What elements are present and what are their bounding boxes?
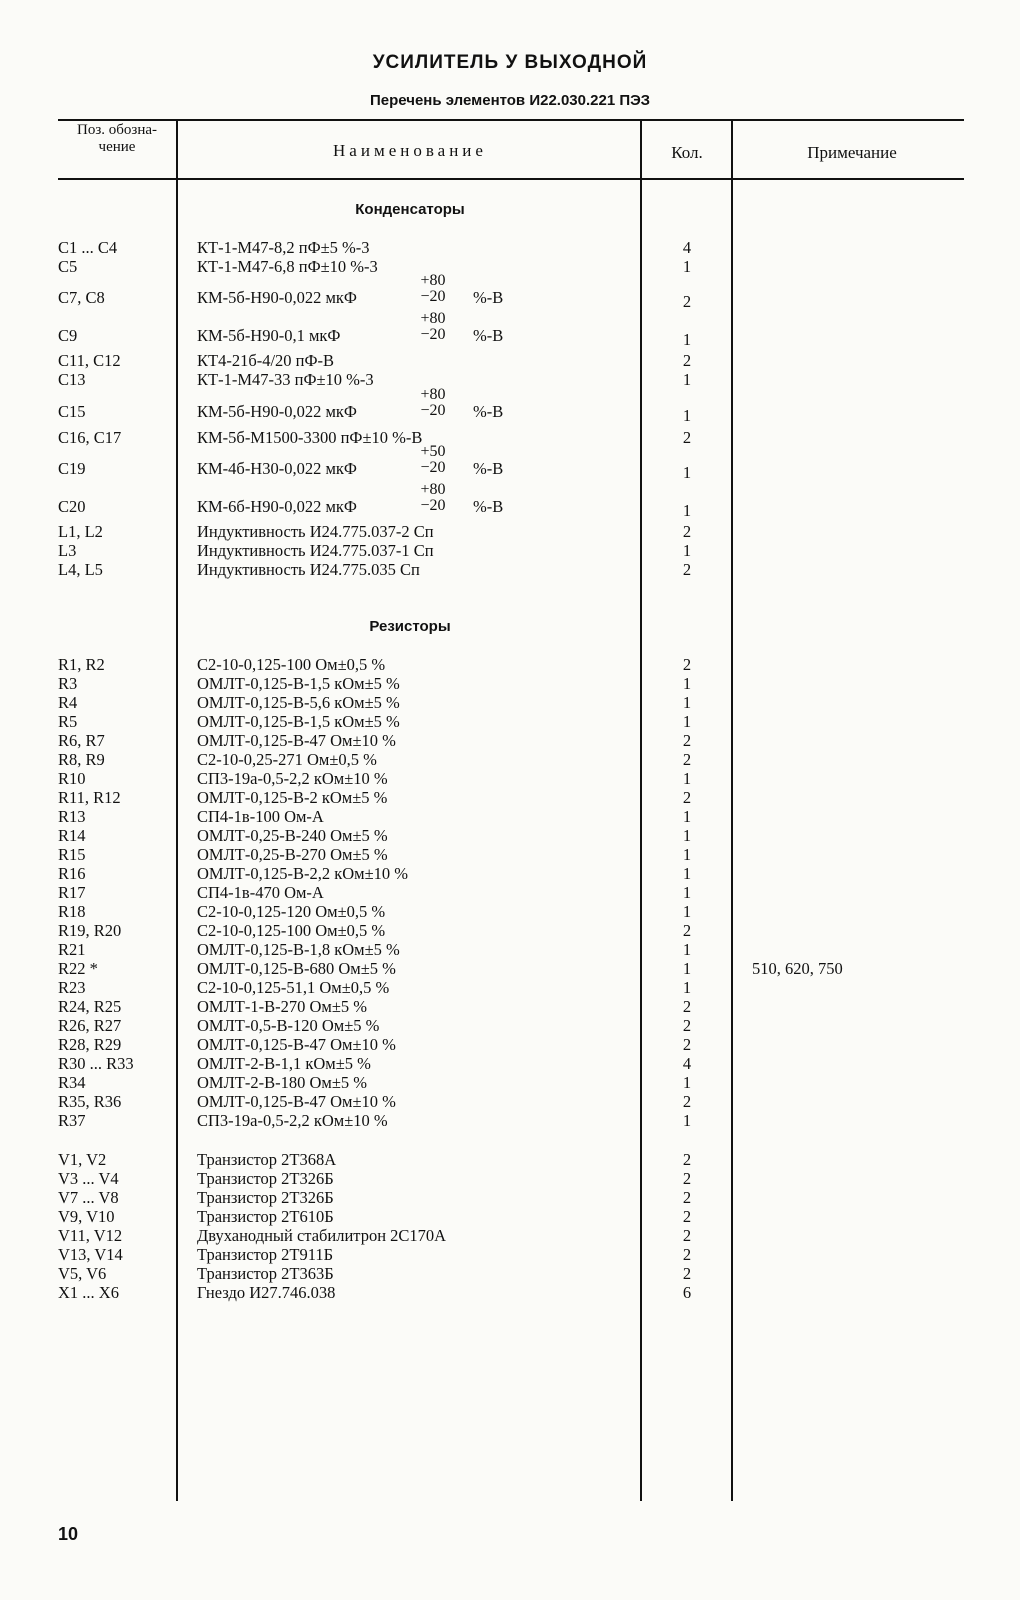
tolerance-lower: −20 (420, 402, 446, 419)
item-position: R8, R9 (58, 750, 105, 769)
item-position: V13, V14 (58, 1245, 123, 1264)
item-name: ОМЛТ-0,125-В-2 кОм±5 % (197, 788, 388, 807)
list-item (0, 1264, 1020, 1283)
item-tolerance (413, 311, 453, 343)
item-name: С2-10-0,125-100 Ом±0,5 % (197, 921, 386, 940)
item-position: V5, V6 (58, 1264, 107, 1283)
item-position: C11, C12 (58, 351, 121, 370)
item-position: C9 (58, 326, 78, 345)
tolerance-upper: +50 (420, 443, 446, 460)
item-position: R18 (58, 902, 86, 921)
item-name: ОМЛТ-0,25-В-240 Ом±5 % (197, 826, 388, 845)
item-name: ОМЛТ-0,125-В-47 Ом±10 % (197, 1035, 396, 1054)
item-quantity: 4 (682, 238, 692, 257)
item-position: R15 (58, 845, 86, 864)
list-item (0, 257, 1020, 276)
item-name: КМ-5б-Н90-0,1 мкФ (197, 326, 341, 345)
tolerance-suffix: %-В (473, 459, 504, 478)
item-position: C19 (58, 459, 86, 478)
item-position: R24, R25 (58, 997, 122, 1016)
item-name: ОМЛТ-0,125-В-1,5 кОм±5 % (197, 674, 400, 693)
item-quantity: 1 (682, 463, 692, 482)
list-item (0, 1169, 1020, 1188)
list-item (0, 443, 1020, 482)
item-name: ОМЛТ-1-В-270 Ом±5 % (197, 997, 368, 1016)
header-position: Поз. обозна- чение (77, 122, 157, 155)
list-item (0, 1226, 1020, 1245)
item-position: R13 (58, 807, 86, 826)
tolerance-suffix: %-В (473, 497, 504, 516)
item-quantity: 2 (682, 1016, 692, 1035)
section-capacitors: Конденсаторы (355, 201, 465, 218)
list-item (0, 693, 1020, 712)
item-quantity: 1 (682, 959, 692, 978)
item-position: V7 ... V8 (58, 1188, 119, 1207)
item-name: ОМЛТ-0,125-В-1,5 кОм±5 % (197, 712, 400, 731)
item-name: ОМЛТ-0,25-В-270 Ом±5 % (197, 845, 388, 864)
item-quantity: 2 (682, 1188, 692, 1207)
item-name: КТ-1-М47-33 пФ±10 %-3 (197, 370, 374, 389)
item-tolerance (413, 444, 453, 476)
tolerance-suffix: %-В (473, 402, 504, 421)
item-position: L1, L2 (58, 522, 103, 541)
tolerance-upper: +80 (420, 272, 446, 289)
list-item (0, 541, 1020, 560)
list-item (0, 1150, 1020, 1169)
item-name: Транзистор 2Т610Б (197, 1207, 334, 1226)
item-position: C1 ... C4 (58, 238, 118, 257)
item-quantity: 1 (682, 1073, 692, 1092)
item-quantity: 2 (682, 1226, 692, 1245)
list-item (0, 1283, 1020, 1302)
item-quantity: 2 (682, 921, 692, 940)
item-name: КМ-5б-М1500-3300 пФ±10 %-В (197, 428, 423, 447)
item-quantity: 2 (682, 655, 692, 674)
item-position: R6, R7 (58, 731, 105, 750)
item-name: СП4-1в-100 Ом-А (197, 807, 324, 826)
list-item (0, 807, 1020, 826)
list-item (0, 712, 1020, 731)
item-tolerance (413, 273, 453, 305)
tolerance-upper: +80 (420, 310, 446, 327)
item-name: ОМЛТ-0,125-В-47 Ом±10 % (197, 1092, 396, 1111)
list-item (0, 272, 1020, 311)
item-quantity: 2 (682, 292, 692, 311)
item-quantity: 2 (682, 750, 692, 769)
list-item (0, 845, 1020, 864)
item-quantity: 1 (682, 978, 692, 997)
item-note: 510, 620, 750 (752, 959, 843, 978)
list-item (0, 921, 1020, 940)
list-item (0, 959, 1020, 978)
item-quantity: 1 (682, 330, 692, 349)
item-quantity: 1 (682, 257, 692, 276)
list-item (0, 769, 1020, 788)
item-name: Транзистор 2Т326Б (197, 1188, 334, 1207)
tolerance-suffix: %-В (473, 288, 504, 307)
item-quantity: 2 (682, 428, 692, 447)
list-item (0, 1054, 1020, 1073)
item-quantity: 1 (682, 712, 692, 731)
item-quantity: 2 (682, 997, 692, 1016)
list-item (0, 788, 1020, 807)
item-position: V1, V2 (58, 1150, 107, 1169)
item-name: С2-10-0,125-51,1 Ом±0,5 % (197, 978, 390, 997)
item-name: ОМЛТ-0,125-В-680 Ом±5 % (197, 959, 396, 978)
tolerance-upper: +80 (420, 386, 446, 403)
item-name: СП3-19а-0,5-2,2 кОм±10 % (197, 1111, 388, 1130)
item-quantity: 1 (682, 501, 692, 520)
item-name: КТ-1-М47-8,2 пФ±5 %-3 (197, 238, 370, 257)
item-position: C20 (58, 497, 86, 516)
list-item (0, 1207, 1020, 1226)
item-quantity: 1 (682, 693, 692, 712)
tolerance-lower: −20 (420, 497, 446, 514)
table-top-rule (58, 119, 964, 121)
list-item (0, 1073, 1020, 1092)
item-position: R17 (58, 883, 86, 902)
item-quantity: 2 (682, 1035, 692, 1054)
list-item (0, 864, 1020, 883)
item-position: R11, R12 (58, 788, 121, 807)
item-name: КМ-5б-Н90-0,022 мкФ (197, 288, 357, 307)
item-position: C13 (58, 370, 86, 389)
item-name: СП4-1в-470 Ом-А (197, 883, 324, 902)
item-name: СП3-19а-0,5-2,2 кОм±10 % (197, 769, 388, 788)
item-position: R23 (58, 978, 86, 997)
item-position: L3 (58, 541, 77, 560)
item-position: R30 ... R33 (58, 1054, 134, 1073)
item-name: ОМЛТ-0,125-В-1,8 кОм±5 % (197, 940, 400, 959)
item-tolerance (413, 387, 453, 419)
list-item (0, 750, 1020, 769)
item-name: КМ-5б-Н90-0,022 мкФ (197, 402, 357, 421)
item-quantity: 2 (682, 731, 692, 750)
item-name: КМ-4б-Н30-0,022 мкФ (197, 459, 357, 478)
item-name: КТ4-21б-4/20 пФ-В (197, 351, 335, 370)
list-item (0, 560, 1020, 579)
list-item (0, 1245, 1020, 1264)
item-quantity: 1 (682, 406, 692, 425)
list-item (0, 997, 1020, 1016)
item-quantity: 1 (682, 807, 692, 826)
item-position: V9, V10 (58, 1207, 115, 1226)
item-position: R10 (58, 769, 86, 788)
list-item (0, 978, 1020, 997)
list-item (0, 1092, 1020, 1111)
item-quantity: 2 (682, 351, 692, 370)
item-name: С2-10-0,125-100 Ом±0,5 % (197, 655, 386, 674)
item-quantity: 1 (682, 902, 692, 921)
item-tolerance (413, 482, 453, 514)
list-item (0, 238, 1020, 257)
item-name: ОМЛТ-0,125-В-5,6 кОм±5 % (197, 693, 400, 712)
item-position: R14 (58, 826, 86, 845)
list-item (0, 1016, 1020, 1035)
item-name: Транзистор 2Т363Б (197, 1264, 334, 1283)
document-title: УСИЛИТЕЛЬ У ВЫХОДНОЙ (372, 52, 648, 73)
document-subtitle: Перечень элементов И22.030.221 ПЭЗ (369, 92, 650, 109)
item-name: Транзистор 2Т911Б (197, 1245, 334, 1264)
tolerance-lower: −20 (420, 288, 446, 305)
list-item (0, 826, 1020, 845)
header-note: Примечание (807, 143, 897, 162)
item-name: Индуктивность И24.775.035 Сп (197, 560, 420, 579)
list-item (0, 370, 1020, 389)
list-item (0, 1111, 1020, 1130)
list-item (0, 481, 1020, 520)
item-position: R28, R29 (58, 1035, 122, 1054)
list-item (0, 1035, 1020, 1054)
item-position: R19, R20 (58, 921, 122, 940)
item-position: C16, C17 (58, 428, 122, 447)
item-quantity: 2 (682, 1092, 692, 1111)
list-item (0, 428, 1020, 447)
item-position: V3 ... V4 (58, 1169, 119, 1188)
item-quantity: 1 (682, 826, 692, 845)
list-item (0, 674, 1020, 693)
item-name: ОМЛТ-0,125-В-2,2 кОм±10 % (197, 864, 409, 883)
item-quantity: 1 (682, 883, 692, 902)
item-position: R1, R2 (58, 655, 105, 674)
item-position: C7, C8 (58, 288, 105, 307)
item-quantity: 2 (682, 1169, 692, 1188)
list-item (0, 351, 1020, 370)
item-name: Индуктивность И24.775.037-2 Сп (197, 522, 434, 541)
item-position: R3 (58, 674, 78, 693)
item-position: L4, L5 (58, 560, 103, 579)
list-item (0, 386, 1020, 425)
item-position: V11, V12 (58, 1226, 123, 1245)
item-position: R21 (58, 940, 86, 959)
item-quantity: 2 (682, 560, 692, 579)
item-position: R16 (58, 864, 86, 883)
item-position: R5 (58, 712, 78, 731)
item-quantity: 1 (682, 1111, 692, 1130)
list-item (0, 731, 1020, 750)
table-header-rule (58, 178, 964, 180)
tolerance-upper: +80 (420, 481, 446, 498)
item-quantity: 1 (682, 370, 692, 389)
item-quantity: 6 (682, 1283, 692, 1302)
item-quantity: 2 (682, 1264, 692, 1283)
item-name: КМ-6б-Н90-0,022 мкФ (197, 497, 357, 516)
item-name: ОМЛТ-0,125-В-47 Ом±10 % (197, 731, 396, 750)
item-name: Двуханодный стабилитрон 2С170А (197, 1226, 447, 1245)
item-name: ОМЛТ-0,5-В-120 Ом±5 % (197, 1016, 380, 1035)
item-quantity: 1 (682, 769, 692, 788)
item-quantity: 1 (682, 674, 692, 693)
item-name: Гнездо И27.746.038 (197, 1283, 336, 1302)
item-position: C5 (58, 257, 78, 276)
item-position: R22 * (58, 959, 98, 978)
item-quantity: 2 (682, 1150, 692, 1169)
item-quantity: 2 (682, 522, 692, 541)
item-position: R37 (58, 1111, 86, 1130)
item-quantity: 2 (682, 1245, 692, 1264)
item-name: КТ-1-М47-6,8 пФ±10 %-3 (197, 257, 378, 276)
list-item (0, 883, 1020, 902)
item-name: Транзистор 2Т326Б (197, 1169, 334, 1188)
item-quantity: 4 (682, 1054, 692, 1073)
header-name: Наименование (333, 141, 487, 160)
item-name: ОМЛТ-2-В-1,1 кОм±5 % (197, 1054, 371, 1073)
header-quantity: Кол. (671, 143, 703, 162)
list-item (0, 655, 1020, 674)
list-item (0, 902, 1020, 921)
page-number: 10 (58, 1524, 79, 1544)
item-position: R35, R36 (58, 1092, 122, 1111)
list-item (0, 1188, 1020, 1207)
list-item (0, 940, 1020, 959)
item-name: С2-10-0,25-271 Ом±0,5 % (197, 750, 377, 769)
item-name: С2-10-0,125-120 Ом±0,5 % (197, 902, 386, 921)
item-position: X1 ... X6 (58, 1283, 119, 1302)
item-quantity: 1 (682, 864, 692, 883)
item-quantity: 1 (682, 541, 692, 560)
item-quantity: 1 (682, 845, 692, 864)
tolerance-suffix: %-В (473, 326, 504, 345)
tolerance-lower: −20 (420, 459, 446, 476)
item-position: C15 (58, 402, 86, 421)
item-quantity: 2 (682, 1207, 692, 1226)
section-resistors: Резисторы (369, 618, 451, 635)
item-name: ОМЛТ-2-В-180 Ом±5 % (197, 1073, 368, 1092)
item-quantity: 1 (682, 940, 692, 959)
tolerance-lower: −20 (420, 326, 446, 343)
item-name: Индуктивность И24.775.037-1 Сп (197, 541, 434, 560)
item-position: R4 (58, 693, 78, 712)
item-quantity: 2 (682, 788, 692, 807)
item-position: R26, R27 (58, 1016, 122, 1035)
list-item (0, 310, 1020, 349)
item-position: R34 (58, 1073, 86, 1092)
list-item (0, 522, 1020, 541)
item-name: Транзистор 2Т368А (197, 1150, 337, 1169)
